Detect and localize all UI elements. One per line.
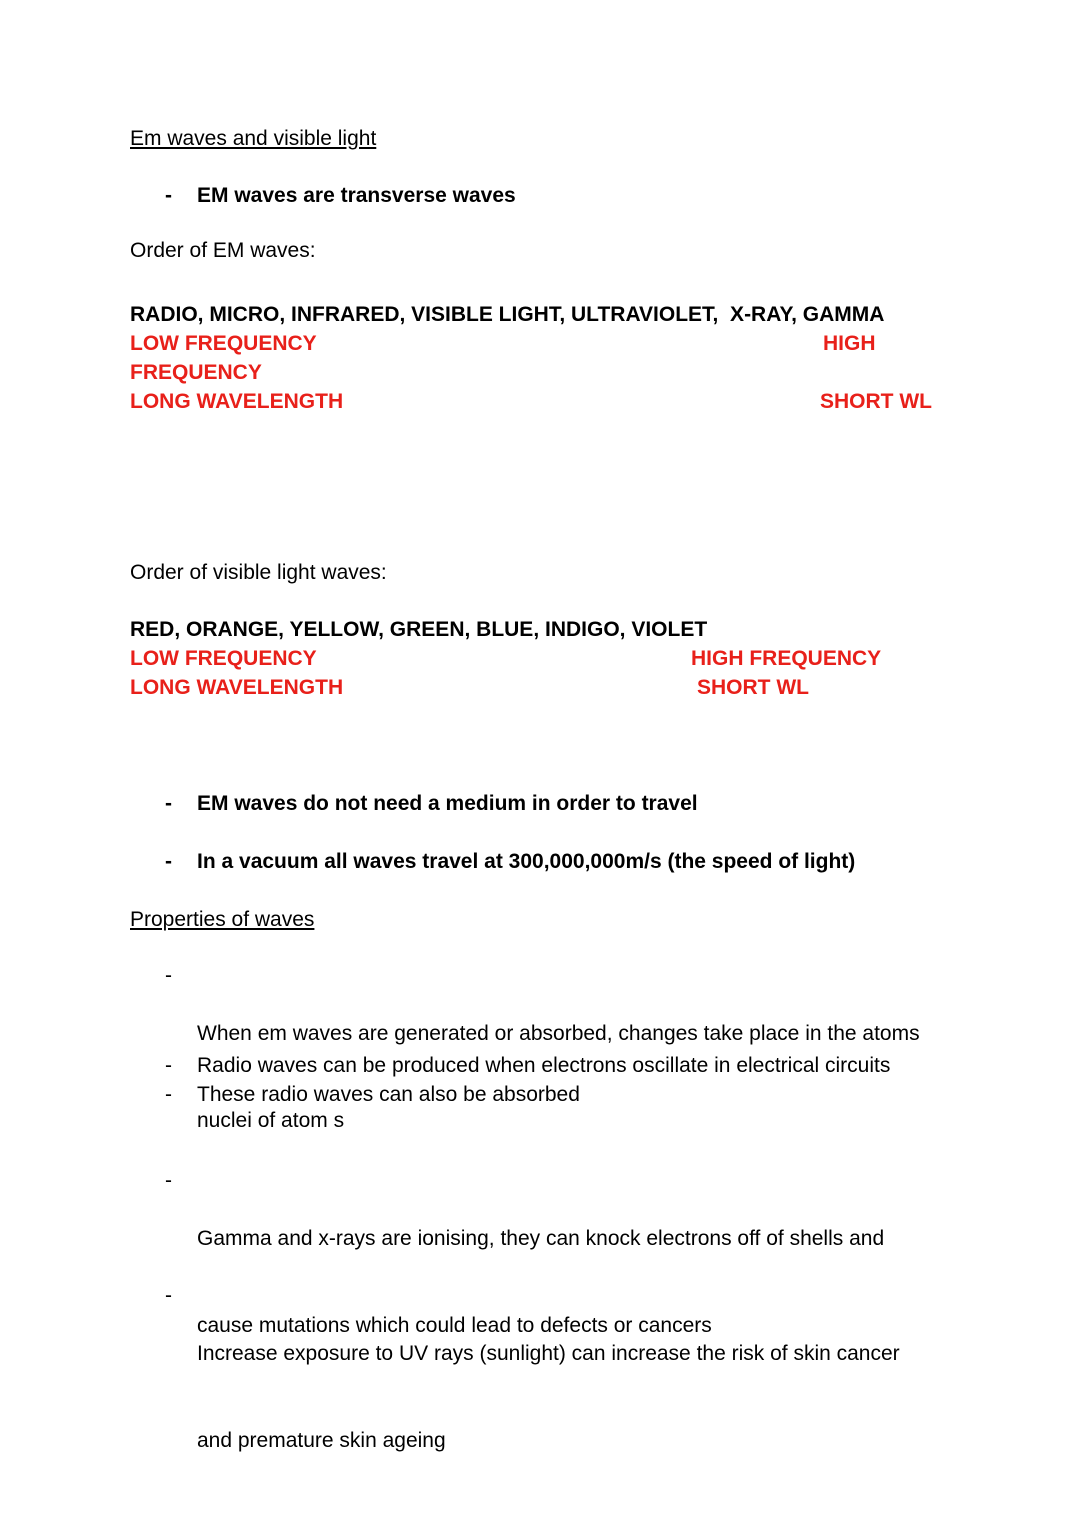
bullet-item-transverse [165,181,516,210]
bullet-item-radio-absorbed [165,1080,580,1109]
visible-annotation-low-frequency: LOW FREQUENCY [130,647,317,670]
bullet-item-uv-exposure [165,1281,900,1513]
bullet-line: and premature skin ageing [197,1429,446,1452]
em-spectrum-order-line: RADIO, MICRO, INFRARED, VISIBLE LIGHT, ULTRAVIOLET, X-RAY, GAMMA [130,303,885,326]
order-of-visible-light-label: Order of visible light waves: [130,561,387,584]
visible-light-order-line: RED, ORANGE, YELLOW, GREEN, BLUE, INDIGO, VIOLET [130,618,708,641]
visible-annotation-short-wl: SHORT WL [697,676,809,699]
bullet-text-vacuum-speed: In a vacuum all waves travel at 300,000,000m/s (the speed of light) [197,850,856,873]
bullet-dash: - [165,850,172,873]
section-heading-properties: Properties of waves [130,908,315,931]
bullet-text-radio-produced: Radio waves can be produced when electrons oscillate in electrical circuits [197,1054,891,1077]
visible-annotation-high-frequency: HIGH FREQUENCY [691,647,882,670]
visible-annotation-long-wavelength: LONG WAVELENGTH [130,676,344,699]
bullet-dash: - [165,184,172,207]
em-annotation-long-wavelength: LONG WAVELENGTH [130,390,344,413]
bullet-text-uv-exposure [197,1281,900,1513]
bullet-item-vacuum-speed [165,847,855,876]
bullet-line: Increase exposure to UV rays (sunlight) can increase the risk of skin cancer [197,1342,900,1365]
bullet-line: cause mutations which could lead to defects or cancers [197,1314,712,1337]
bullet-dash: - [165,964,172,987]
bullet-line: nuclei of atom s [197,1109,345,1132]
bullet-item-no-medium [165,789,698,818]
section-heading-em-waves: Em waves and visible light [130,127,377,150]
bullet-dash: - [165,792,172,815]
order-of-em-waves-label: Order of EM waves: [130,239,316,262]
bullet-dash: - [165,1054,172,1077]
bullet-text-radio-absorbed: These radio waves can also be absorbed [197,1083,580,1106]
bullet-dash: - [165,1284,172,1307]
em-annotation-high: HIGH [823,332,876,355]
bullet-text-transverse: EM waves are transverse waves [197,184,516,207]
em-annotation-frequency: FREQUENCY [130,361,262,384]
em-annotation-low-frequency: LOW FREQUENCY [130,332,317,355]
bullet-dash: - [165,1169,172,1192]
bullet-item-radio-produced [165,1051,890,1080]
bullet-dash: - [165,1083,172,1106]
bullet-line: Gamma and x-rays are ionising, they can knock electrons off of shells and [197,1227,885,1250]
bullet-text-no-medium: EM waves do not need a medium in order to travel [197,792,698,815]
bullet-line: When em waves are generated or absorbed, changes take place in the atoms [197,1022,920,1045]
em-annotation-short-wl: SHORT WL [820,390,932,413]
